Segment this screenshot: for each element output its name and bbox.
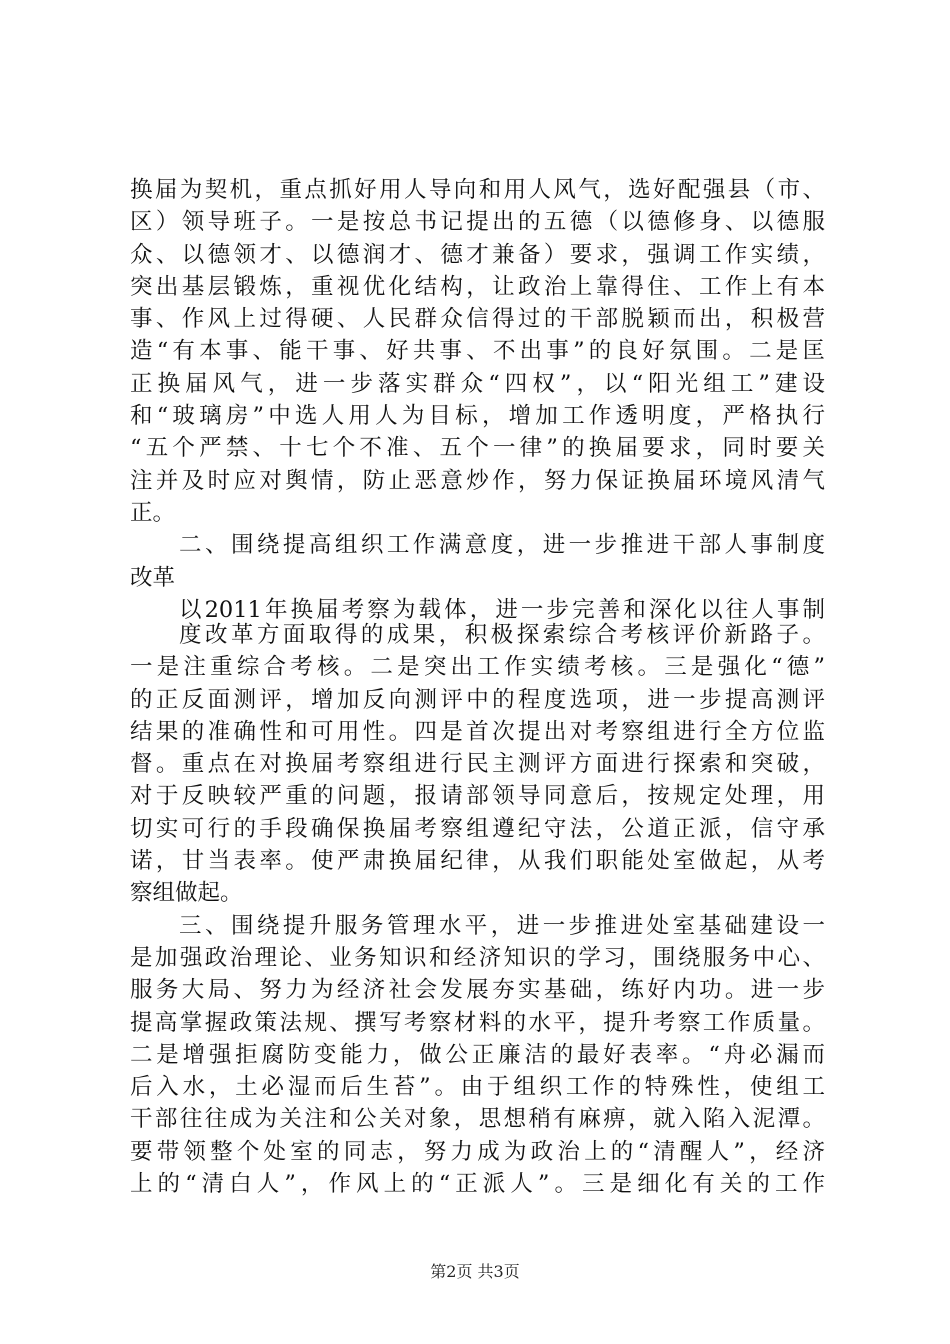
text-line: 督。重点在对换届考察组进行民主测评方面进行探索和突破， [130,751,825,778]
text-line: 要带领整个处室的同志，努力成为政治上的“清醒人”，经济 [130,1138,825,1165]
text-line: 上的“清白人”，作风上的“正派人”。三是细化有关的工作 [130,1171,825,1198]
text-line: 正。 [130,499,176,526]
section-heading-3: 三、围绕提升服务管理水平，进一步推进处室基础建设一 [179,912,825,939]
text-line: 突出基层锻炼，重视优化结构，让政治上靠得住、工作上有本 [130,273,825,300]
text-line: 区）领导班子。一是按总书记提出的五德（以德修身、以德服 [130,209,825,236]
text-line: 以2011年换届考察为载体，进一步完善和深化以往人事制 [179,596,825,623]
text-line: 造“有本事、能干事、好共事、不出事”的良好氛围。二是匡 [130,338,825,365]
text-line: 事、作风上过得硬、人民群众信得过的干部脱颖而出，积极营 [130,306,825,333]
text-line: 换届为契机，重点抓好用人导向和用人风气，选好配强县（市、 [130,177,825,203]
text-line: 注并及时应对舆情，防止恶意炒作，努力保证换届环境风清气 [130,467,825,494]
text-line: 和“玻璃房”中选人用人为目标，增加工作透明度，严格执行 [130,403,825,430]
text-line: 服务大局、努力为经济社会发展夯实基础，练好内功。进一步 [130,977,825,1004]
page-footer: 第2页 共3页 [430,1262,520,1281]
text-line: “五个严禁、十七个不准、五个一律”的换届要求，同时要关 [130,435,825,462]
text-block-top [130,174,825,626]
text-line: 度改革方面取得的成果，积极探索综合考核评价新路子。 [179,622,825,648]
text-line: 切实可行的手段确保换届考察组遵纪守法，公道正派，信守承 [130,815,825,842]
text-line: 提高掌握政策法规、撰写考察材料的水平，提升考察工作质量。 [130,1009,825,1036]
text-line: 察组做起。 [130,880,243,907]
text-line: 结果的准确性和可用性。四是首次提出对考察组进行全方位监 [130,718,825,745]
text-line: 众、以德领才、以德润才、德才兼备）要求，强调工作实绩， [130,241,825,268]
text-line: 诺，甘当表率。使严肃换届纪律，从我们职能处室做起，从考 [130,848,825,875]
text-line: 改革 [130,564,176,591]
text-line: 一是注重综合考核。二是突出工作实绩考核。三是强化“德” [130,654,825,681]
text-line: 正换届风气，进一步落实群众“四权”，以“阳光组工”建设 [130,370,825,397]
text-line: 对于反映较严重的问题，报请部领导同意后，按规定处理，用 [130,783,825,810]
text-line: 的正反面测评，增加反向测评中的程度选项，进一步提高测评 [130,686,825,713]
text-line: 是加强政治理论、业务知识和经济知识的学习，围绕服务中心、 [130,944,825,971]
text-line: 干部往往成为关注和公关对象，思想稍有麻痹，就入陷入泥潭。 [130,1106,825,1133]
text-block-bottom [130,619,825,1200]
section-heading-2: 二、围绕提高组织工作满意度，进一步推进干部人事制度 [179,532,825,559]
text-line: 二是增强拒腐防变能力，做公正廉洁的最好表率。“舟必漏而 [130,1041,825,1068]
text-line: 后入水，土必湿而后生苔”。由于组织工作的特殊性，使组工 [130,1074,825,1101]
